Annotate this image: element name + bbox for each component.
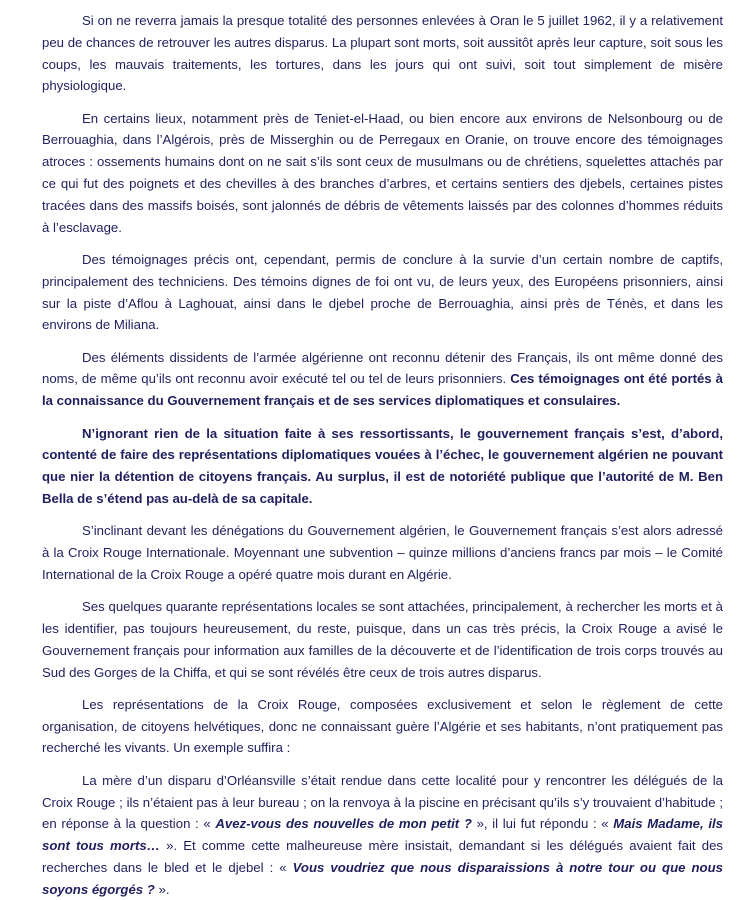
paragraph-9 bbox=[42, 770, 723, 900]
paragraph-7: Ses quelques quarante représentations locales se sont attachées, principalement, à rechercher les morts et à les identifier, pas toujours heureusement, du reste, puisque, dans un cas très précis, la Croix Rouge a avisé le Gouvernement français pour information aux familles de la découverte et de l’identification de trois corps trouvés au Sud des Gorges de la Chiffa, et qui se sont révélés être ceux de trois autres disparus. bbox=[42, 599, 723, 680]
paragraph-9-text-2: », il lui fut répondu : « bbox=[471, 816, 614, 832]
paragraph-9-text-3: ». Et comme cette malheureuse mère insistait, demandant si les délégués avaient fait des recherches dans le bled et le djebel : « bbox=[42, 838, 724, 875]
paragraph-1: Si on ne reverra jamais la presque totalité des personnes enlevées à Oran le 5 juillet 1962, il y a relativement peu de chances de retrouver les autres disparus. La plupart sont morts, soit aussitôt après leur capture, soit sous les coups, les mauvais traitements, les tortures, dans les jours qui ont suivi, soit tout simplement de misère physiologique. bbox=[42, 13, 723, 94]
paragraph-9-text-4: ». bbox=[154, 881, 170, 897]
paragraph-5: N’ignorant rien de la situation faite à ses ressortissants, le gouvernement français s’est, d’abord, contenté de faire des représentations diplomatiques vouées à l’échec, le gouvernement algérien ne pouvant que nier la détention de citoyens français. Au surplus, il est de notoriété publique que l’autorité de M. Ben Bella de s’étend pas au-delà de sa capitale. bbox=[42, 425, 723, 506]
paragraph-4-text: Des éléments dissidents de l’armée algérienne ont reconnu détenir des Français, ils ont même donné des noms, de même qu’ils ont reconnu avoir exécuté tel ou tel de leurs prisonniers. bbox=[42, 349, 723, 387]
quote-answer: Mais Madame, ils sont tous morts… bbox=[42, 816, 723, 854]
paragraph-8: Les représentations de la Croix Rouge, composées exclusivement et selon le règlement de cette organisation, de citoyens helvétiques, donc ne connaissant guère l’Algérie et ses habitants, n’ont pratiquement pas recherché les vivants. Un exemple suffira : bbox=[42, 696, 723, 756]
paragraph-4-bold-text: Ces témoignages ont été portés à la connaissance du Gouvernement français et de ses services diplomatiques et consulaires. bbox=[42, 371, 723, 409]
paragraph-3: Des témoignages précis ont, cependant, permis de conclure à la survie d’un certain nombre de captifs, principalement des techniciens. Des témoins dignes de foi ont vu, de leurs yeux, des Européens prisonniers, ainsi sur la piste d’Aflou à Laghouat, ainsi dans le djebel proche de Berrouaghia, ainsi près de Ténès, et dans les environs de Miliana. bbox=[42, 251, 723, 333]
quote-question: Avez-vous des nouvelles de mon petit ? bbox=[215, 816, 472, 832]
paragraph-6: S’inclinant devant les dénégations du Gouvernement algérien, le Gouvernement français s’est alors adressé à la Croix Rouge Internationale. Moyennant une subvention – quinze millions d’anciens francs par mois – le Comité International de la Croix Rouge a opéré quatre mois durant en Algérie. bbox=[42, 523, 723, 582]
paragraph-4 bbox=[42, 347, 723, 412]
paragraph-9-text-1: La mère d’un disparu d’Orléansville s’était rendue dans cette localité pour y rencontrer les délégués de la Croix Rouge ; ils n’étaient pas à leur bureau ; on la renvoya à la piscine en précisant qu’ils s’y trouvaient d’habitude ; en réponse à la question : « bbox=[42, 772, 723, 832]
paragraph-2: En certains lieux, notamment près de Teniet-el-Haad, ou bien encore aux environs de Nelsonbourg ou de Berrouaghia, dans l’Algérois, près de Misserghin ou de Perregaux en Oranie, on trouve encore des témoignages atroces : ossements humains dont on ne sait s’ils sont ceux de musulmans ou de chrétiens, squelettes attachés par ce qui fut des poignets et des chevilles à des branches d’arbres, et certains sentiers des djebels, certaines pistes tracées dans des massifs boisés, sont jalonnés de débris de vêtements laissés par des colonnes d’hommes réduits à l’esclavage. bbox=[42, 110, 723, 235]
quote-reply: Vous voudriez que nous disparaissions à notre tour ou que nous soyons égorgés ? bbox=[42, 859, 724, 897]
